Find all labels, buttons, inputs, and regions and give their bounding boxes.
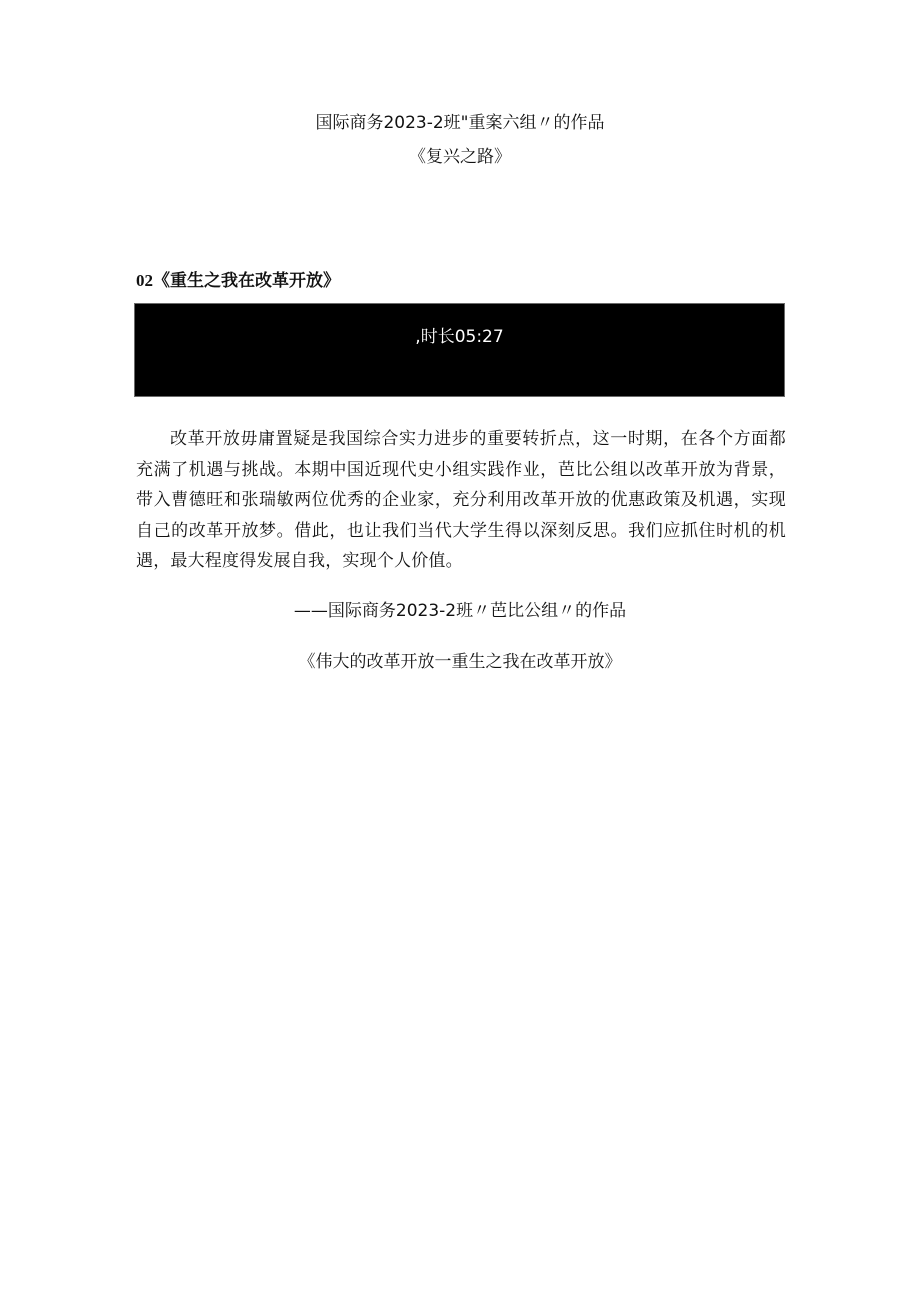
credit-group-line: ——国际商务2023-2班〃芭比公组〃的作品	[293, 601, 627, 621]
video-player[interactable]	[134, 303, 785, 397]
section-title: 《重生之我在改革开放》	[153, 271, 340, 291]
header-group-line: 国际商务2023-2班"重案六组〃的作品	[315, 113, 605, 133]
header-work-title: 《复兴之路》	[409, 147, 511, 167]
section-number: 02	[136, 271, 153, 290]
body-paragraph: 改革开放毋庸置疑是我国综合实力进步的重要转折点，这一时期，在各个方面都充满了机遇与挑战。本期中国近现代史小组实践作业，芭比公组以改革开放为背景，带入曹德旺和张瑞敏两位优秀的企业家，充分利用改革开放的优惠政策及机遇，实现自己的改革开放梦。借此，也让我们当代大学生得以深刻反思。我们应抓住时机的机遇，最大程度得发展自我，实现个人价值。	[136, 429, 786, 571]
credit-work-title: 《伟大的改革开放一重生之我在改革开放》	[298, 652, 622, 672]
section-heading	[136, 270, 340, 292]
video-duration: ,时长05:27	[415, 327, 504, 347]
